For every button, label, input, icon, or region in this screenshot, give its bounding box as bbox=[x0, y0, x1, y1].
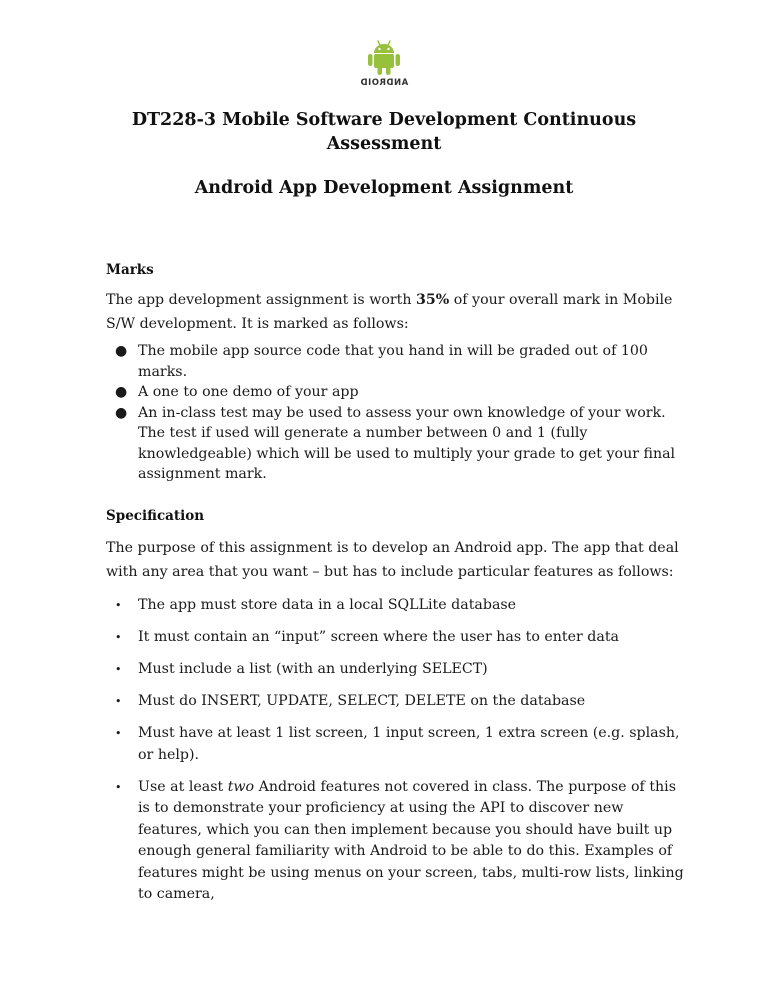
list-item-text: A one to one demo of your app bbox=[138, 384, 359, 400]
list-item bbox=[106, 659, 686, 681]
document-subtitle: Android App Development Assignment bbox=[194, 178, 574, 198]
list-item bbox=[106, 723, 686, 766]
list-item-text bbox=[138, 779, 684, 903]
specification-list bbox=[106, 595, 686, 916]
bullet-icon: ● bbox=[115, 384, 128, 400]
marks-intro-pre: The app development assignment is worth bbox=[106, 292, 417, 308]
marks-intro bbox=[106, 288, 696, 336]
marks-intro-post: of your overall mark in Mobile S/W development. It is marked as follows: bbox=[106, 292, 673, 332]
android-robot-icon bbox=[367, 38, 401, 76]
bullet-icon: • bbox=[115, 727, 122, 740]
list-item-text: Must do INSERT, UPDATE, SELECT, DELETE on the database bbox=[138, 693, 586, 709]
bullet-icon: • bbox=[115, 695, 122, 708]
marks-list bbox=[106, 341, 686, 485]
list-item-text: It must contain an “input” screen where the user has to enter data bbox=[138, 629, 620, 645]
specification-intro: The purpose of this assignment is to develop an Android app. The app that deal with any area that you want – but has to include particular features as follows: bbox=[106, 540, 679, 580]
android-wordmark: ANDROID bbox=[359, 78, 409, 88]
list-item-text-pre: Use at least bbox=[138, 778, 228, 795]
list-item-text: Must have at least 1 list screen, 1 input screen, 1 extra screen (e.g. splash, or help). bbox=[138, 725, 680, 763]
list-item-text: Must include a list (with an underlying SELECT) bbox=[138, 661, 488, 677]
bullet-icon: • bbox=[115, 599, 122, 612]
list-item-text-emphasis: two bbox=[227, 778, 255, 795]
list-item-text: The app must store data in a local SQLLite database bbox=[138, 597, 517, 613]
bullet-icon: • bbox=[115, 631, 122, 644]
specification-heading: Specification bbox=[106, 508, 205, 524]
document-title bbox=[0, 108, 768, 156]
bullet-icon: ● bbox=[115, 404, 128, 421]
bullet-icon: ● bbox=[115, 343, 128, 359]
list-item bbox=[106, 595, 686, 617]
title-line-2: Assessment bbox=[326, 134, 442, 154]
android-logo bbox=[355, 38, 413, 96]
list-item bbox=[106, 691, 686, 713]
marks-heading: Marks bbox=[106, 262, 154, 278]
marks-percentage: 35% bbox=[416, 292, 450, 308]
list-item bbox=[106, 777, 686, 906]
list-item-text: The mobile app source code that you hand in will be graded out of 100 marks. bbox=[138, 343, 648, 380]
list-item-text-post: Android features not covered in class. The purpose of this is to demonstrate your proficiency at using the API to discover new features, which you can then implement because you should have built up enough general familiarity with Android to be able to do this. Examples of features might be using menus on your screen, tabs, multi-row lists, linking to camera, bbox=[138, 778, 684, 902]
list-item bbox=[106, 627, 686, 649]
list-item-text: An in-class test may be used to assess your own knowledge of your work. The test if used will generate a number between 0 and 1 (fully knowledgeable) which will be used to multiply your grade to get your final assignment mark. bbox=[138, 404, 676, 482]
list-item bbox=[106, 403, 686, 485]
bullet-icon: • bbox=[115, 663, 122, 676]
list-item bbox=[106, 382, 686, 403]
list-item bbox=[106, 341, 686, 382]
bullet-icon: • bbox=[115, 780, 122, 794]
title-line-1: DT228-3 Mobile Software Development Continuous bbox=[131, 110, 637, 130]
